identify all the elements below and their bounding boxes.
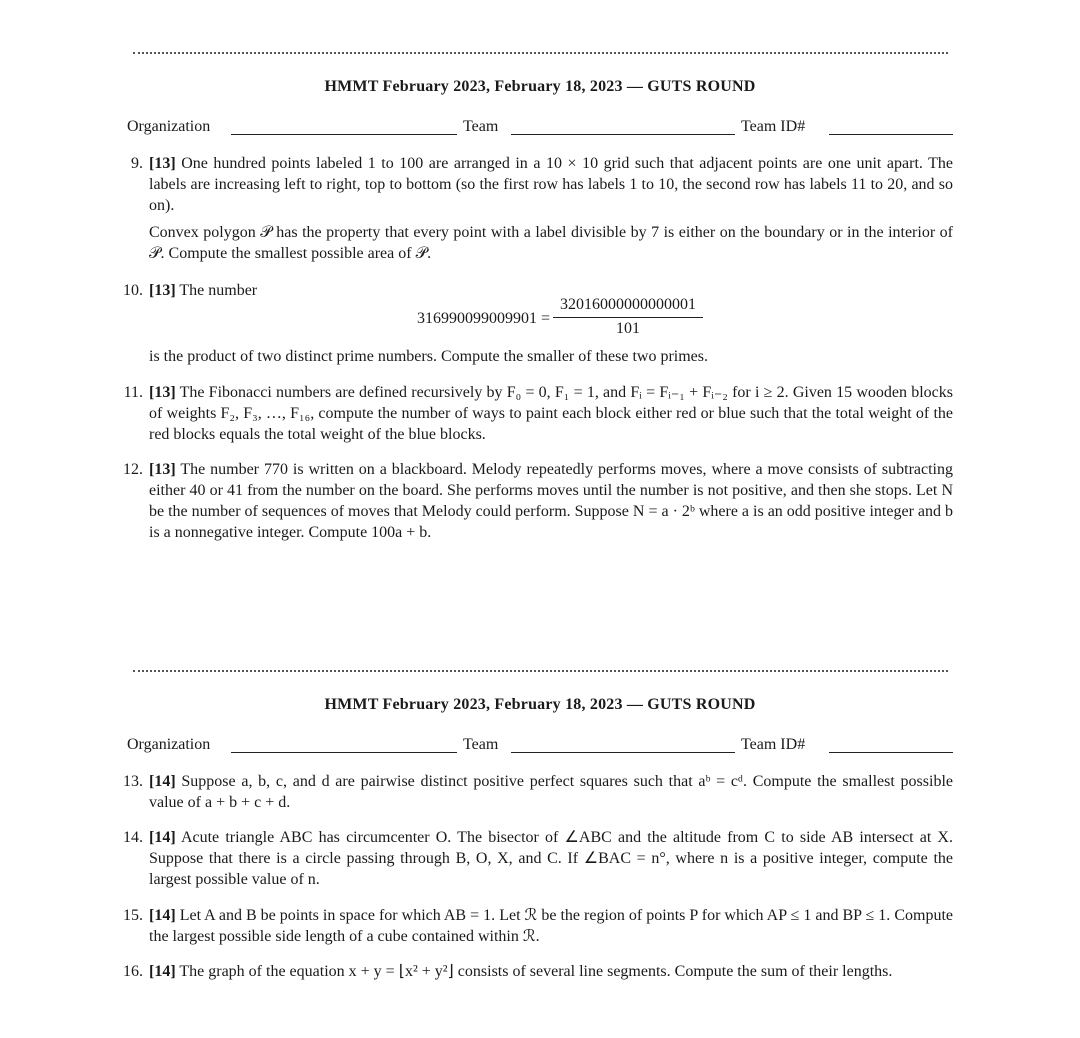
problem-points: [13] <box>149 282 176 299</box>
round-header: HMMT February 2023, February 18, 2023 — GUTS ROUND <box>324 696 756 713</box>
problem-16 <box>123 961 953 982</box>
problem-12 <box>123 459 953 543</box>
team-id-blank <box>829 752 953 753</box>
problem-text: The number 770 is written on a blackboard. Melody repeatedly performs moves, where a move consists of subtracting either 40 or 41 from the number on the board. She performs moves until the number is not positive, and then she stops. Let N be the number of sequences of moves that Melody could perform. Suppose N = a · 2ᵇ where a is an odd positive integer and b is a nonnegative integer. Compute 100a + b. <box>149 461 953 541</box>
problem-text: Suppose a, b, c, and d are pairwise distinct positive perfect squares such that aᵇ = cᵈ. Compute the smallest possible value of a + b + c + d. <box>149 773 954 811</box>
round-header: HMMT February 2023, February 18, 2023 — GUTS ROUND <box>324 78 756 95</box>
team-blank <box>511 134 735 135</box>
team-info-line <box>127 736 953 758</box>
team-id-label: Team ID# <box>741 118 806 135</box>
problem-number: 13. <box>123 773 143 790</box>
problem-points: [13] <box>149 461 176 478</box>
team-blank <box>511 752 735 753</box>
problem-number: 15. <box>123 907 143 924</box>
problem-text: is the product of two distinct prime numbers. Compute the smaller of these two primes. <box>149 348 709 365</box>
problem-text: The Fibonacci numbers are defined recursively by F₀ = 0, F₁ = 1, and Fᵢ = Fᵢ₋₁ + Fᵢ₋₂ for i ≥ 2. Given 15 wooden blocks of weights F₂, F₃, …, F₁₆, compute the number of ways to paint each block either red or blue such that the total weight of the red blocks equals the total weight of the blue blocks. <box>149 384 954 443</box>
problem-number: 9. <box>131 155 143 172</box>
problem-13 <box>123 771 954 813</box>
team-label: Team <box>463 118 499 135</box>
problem-text: One hundred points labeled 1 to 100 are arranged in a 10 × 10 grid such that adjacent points are one unit apart. The labels are increasing left to right, top to bottom (so the first row has labels 1 to 10, the second row has labels 11 to 20, and so on). <box>149 155 954 214</box>
problem-text-continued: Convex polygon 𝒫 has the property that every point with a label divisible by 7 is either on the boundary or in the interior of 𝒫. Compute the smallest possible area of 𝒫. <box>149 224 953 262</box>
problem-text: The graph of the equation x + y = ⌊x² + y²⌋ consists of several line segments. Compute the sum of their lengths. <box>179 963 893 980</box>
organization-blank <box>231 134 457 135</box>
problem-14 <box>123 827 953 890</box>
organization-blank <box>231 752 457 753</box>
problem-points: [14] <box>149 907 176 924</box>
team-label: Team <box>463 736 499 753</box>
fraction <box>553 296 703 338</box>
problem-15 <box>123 905 953 947</box>
team-info-line <box>127 118 953 140</box>
cut-line <box>133 670 948 672</box>
problem-points: [14] <box>149 829 176 846</box>
problem-text: Acute triangle ABC has circumcenter O. The bisector of ∠ABC and the altitude from C to side AB intersect at X. Suppose that there is a circle passing through B, O, X, and C. If ∠BAC = n°, where n is a positive integer, compute the largest possible value of n. <box>149 829 953 888</box>
problem-points: [13] <box>149 155 176 172</box>
numerator: 32016000000000001 <box>553 296 703 318</box>
problem-number: 16. <box>123 963 143 980</box>
problem-points: [14] <box>149 773 176 790</box>
team-id-blank <box>829 134 953 135</box>
problem-10-continued <box>149 346 953 367</box>
problem-number: 11. <box>123 384 143 401</box>
problem-text: The number <box>179 282 258 299</box>
equation <box>0 296 1080 344</box>
problem-11 <box>123 382 954 445</box>
organization-label: Organization <box>127 736 211 753</box>
problem-points: [14] <box>149 963 176 980</box>
problem-number: 10. <box>123 282 143 299</box>
problem-text: Let A and B be points in space for which AB = 1. Let ℛ be the region of points P for which AP ≤ 1 and BP ≤ 1. Compute the largest possible side length of a cube contained within ℛ. <box>149 907 953 945</box>
equation-lhs: 316990099009901 = <box>416 310 550 327</box>
cut-line <box>133 52 948 54</box>
problem-points: [13] <box>149 384 176 401</box>
problem-9 <box>131 153 954 264</box>
team-id-label: Team ID# <box>741 736 806 753</box>
problem-number: 12. <box>123 461 143 478</box>
problem-number: 14. <box>123 829 143 846</box>
denominator: 101 <box>616 320 640 337</box>
organization-label: Organization <box>127 118 211 135</box>
